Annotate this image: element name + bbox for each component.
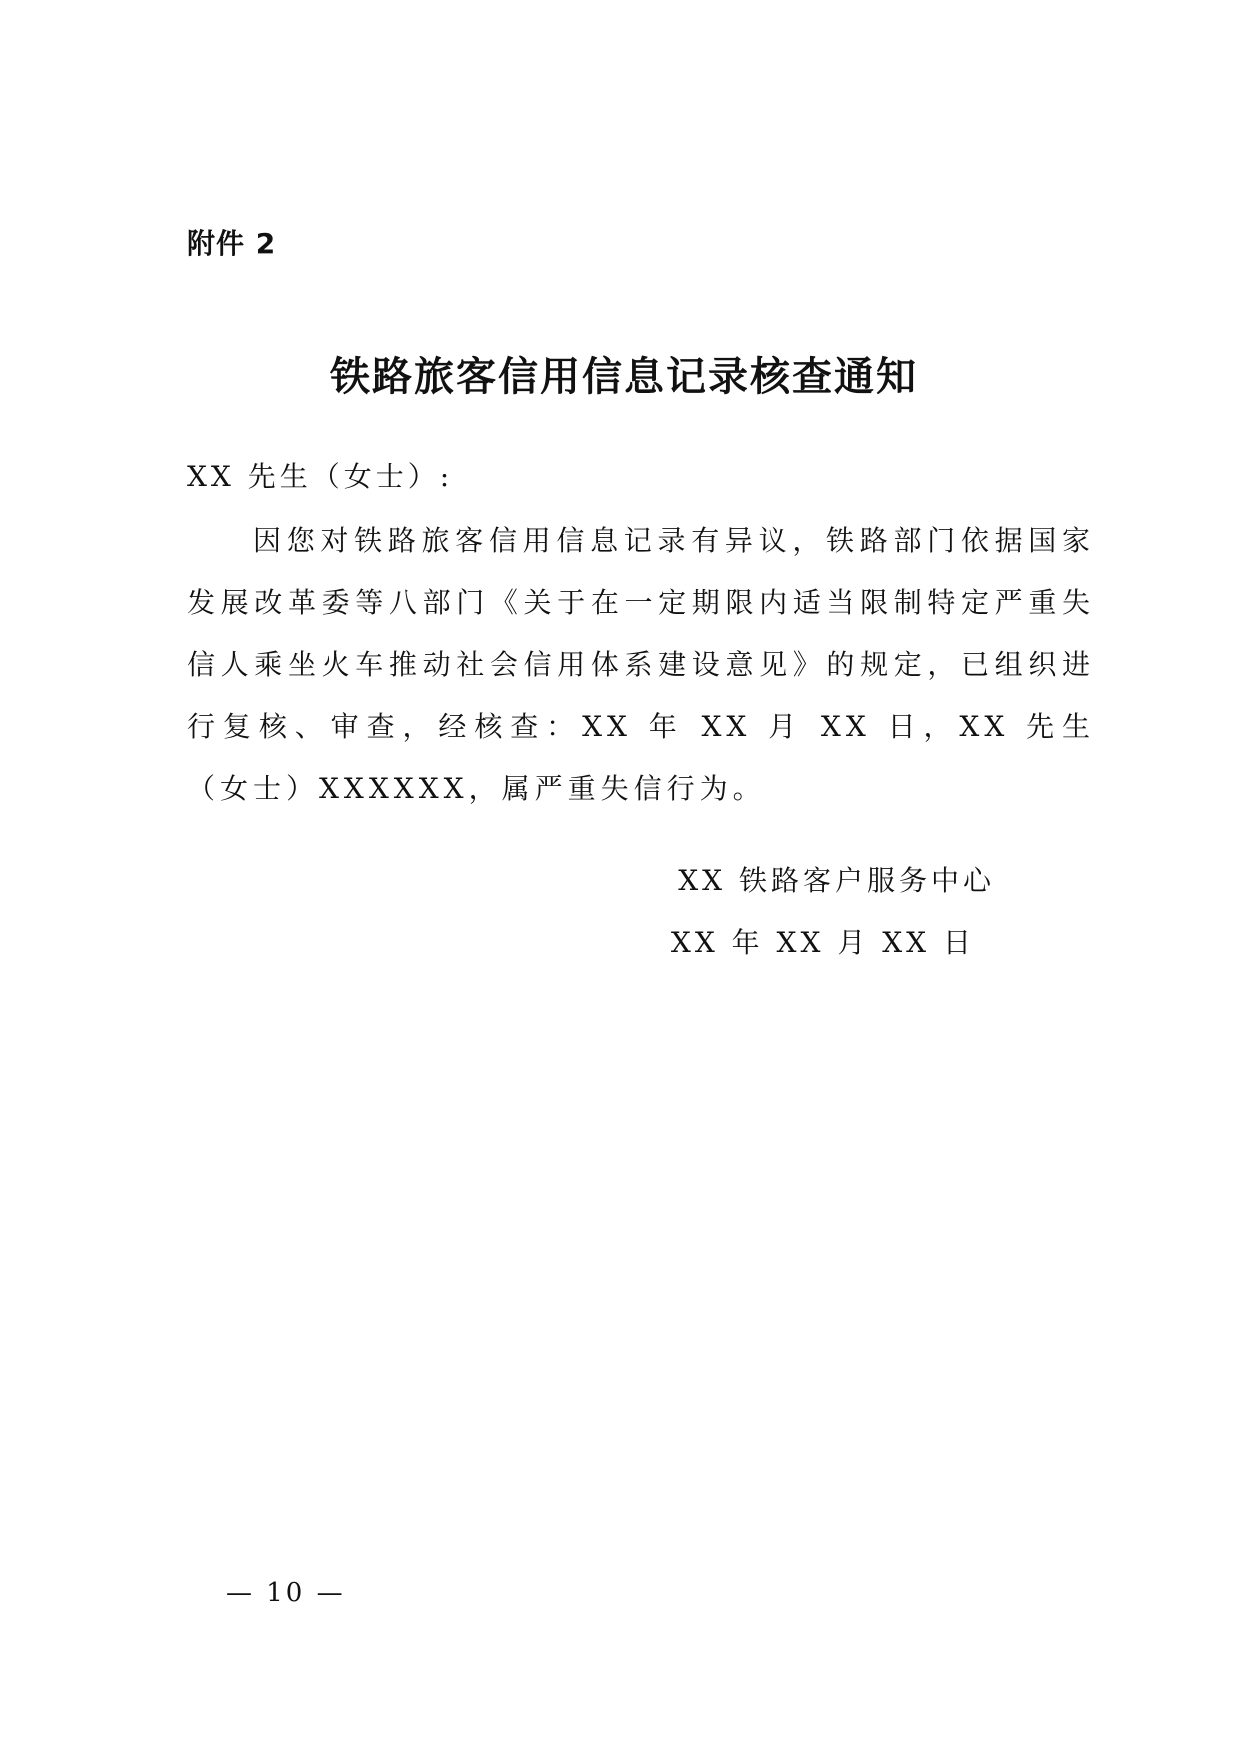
signature-organization: XX 铁路客户服务中心 (678, 864, 995, 897)
signature-block (671, 850, 995, 974)
attachment-label: 附件 2 (187, 227, 277, 260)
body-paragraph: 因您对铁路旅客信用信息记录有异议，铁路部门依据国家发展改革委等八部门《关于在一定期限内适当限制特定严重失信人乘坐火车推动社会信用体系建设意见》的规定，已组织进行复核、审查，经核查：XX 年 XX 月 XX 日，XX 先生（女士）XXXXXX，属严重失信行为。 (187, 524, 1095, 805)
salutation: XX 先生（女士）: (187, 460, 454, 493)
page-number: — 10 — (226, 1578, 346, 1608)
signature-date: XX 年 XX 月 XX 日 (670, 926, 975, 959)
document-title: 铁路旅客信用信息记录核查通知 (330, 354, 918, 400)
